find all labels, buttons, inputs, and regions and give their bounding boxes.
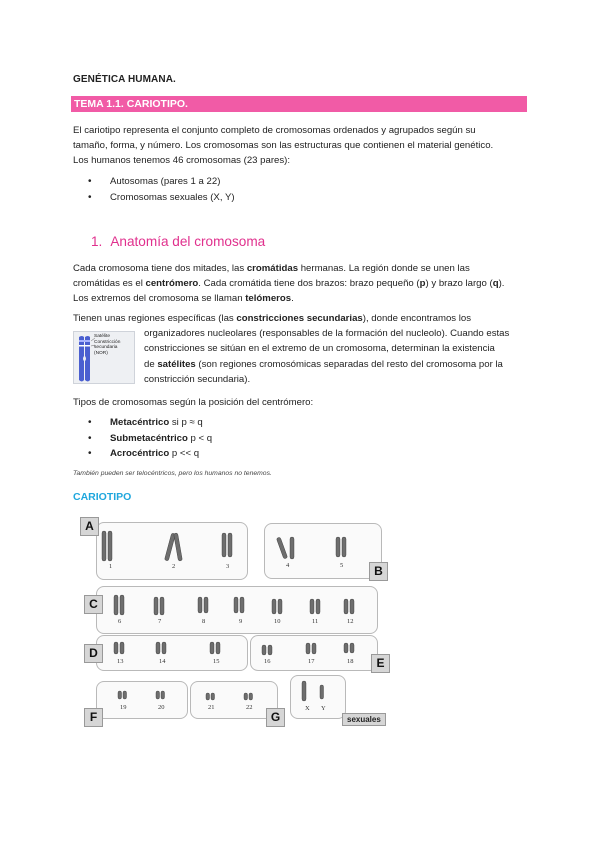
chromosome-number-10: 10 bbox=[274, 618, 281, 625]
text-run: . Cada cromátida tiene dos brazos: brazo pequeño ( bbox=[198, 278, 420, 290]
chromosome-10b bbox=[278, 599, 282, 614]
term-satelites: satélites bbox=[157, 358, 196, 370]
satellite-band bbox=[79, 340, 90, 342]
term-q: q bbox=[492, 278, 499, 290]
chromosome-11b bbox=[316, 599, 320, 614]
text-run: ). bbox=[498, 278, 505, 290]
group-label-c: C bbox=[84, 595, 103, 614]
chromosome-9b bbox=[240, 597, 244, 613]
chromosome-5a bbox=[336, 537, 340, 557]
regions-line-3: constricciones se sitúan en el extremo de un cromosoma, determinan la existencia bbox=[144, 343, 495, 355]
chromosome-12b bbox=[350, 599, 354, 614]
chromosome-1a bbox=[102, 531, 106, 561]
chromosome-16a bbox=[262, 645, 266, 655]
list-item-metacentric bbox=[88, 415, 212, 431]
list-item-acrocentric bbox=[88, 446, 212, 462]
chromosome-number-4: 4 bbox=[286, 562, 290, 569]
text-run: de bbox=[144, 358, 158, 370]
text-run: cromátidas es el bbox=[73, 278, 146, 290]
chromatid-left bbox=[79, 336, 84, 382]
chromosome-2a bbox=[164, 533, 175, 561]
chromosome-3a bbox=[222, 533, 226, 557]
chromosome-15a bbox=[210, 642, 214, 654]
chromosome-number-16: 16 bbox=[264, 658, 271, 665]
chromosome-number-13: 13 bbox=[117, 658, 124, 665]
chromosome-types-list bbox=[88, 174, 235, 205]
list-item-submetacentric bbox=[88, 431, 212, 447]
chromosome-12a bbox=[344, 599, 348, 614]
chromosome-1b bbox=[108, 531, 112, 561]
chromosome-number-18: 18 bbox=[347, 658, 354, 665]
chromosome-21b bbox=[211, 693, 215, 700]
chromosome-16b bbox=[268, 645, 272, 655]
chromosome-2b bbox=[174, 533, 183, 561]
anatomy-heading-text: Anatomía del cromosoma bbox=[110, 234, 266, 249]
chromosome-7b bbox=[160, 597, 164, 615]
term-p: p bbox=[419, 278, 426, 290]
chromosome-5b bbox=[342, 537, 346, 557]
regions-line-1 bbox=[73, 311, 471, 326]
chromosome-8a bbox=[198, 597, 202, 613]
group-label-b: B bbox=[369, 562, 388, 581]
text-run: hermanas. La región donde se unen las bbox=[298, 263, 470, 274]
label-nor: (NOR) bbox=[94, 350, 108, 356]
label-constriccion: Constricción bbox=[94, 339, 121, 345]
chromatid-right bbox=[85, 336, 90, 382]
chromosome-22b bbox=[249, 693, 253, 700]
chromosome-label-y: Y bbox=[321, 705, 326, 712]
chromosome-number-1: 1 bbox=[109, 563, 113, 570]
anatomy-heading bbox=[91, 234, 265, 249]
chromosome-10a bbox=[272, 599, 276, 614]
chromosome-number-11: 11 bbox=[312, 618, 319, 625]
group-label-d: D bbox=[84, 644, 103, 663]
chromosome-number-9: 9 bbox=[239, 618, 243, 625]
group-label-f: F bbox=[84, 708, 103, 727]
karyotype-heading: CARIOTIPO bbox=[73, 491, 132, 503]
chromosome-number-14: 14 bbox=[159, 658, 166, 665]
term-metacentrico: Metacéntrico bbox=[110, 417, 170, 428]
karyotype-figure bbox=[80, 515, 400, 730]
term-submetacentrico: Submetacéntrico bbox=[110, 432, 188, 444]
chromosome-y bbox=[320, 685, 324, 699]
term-constricciones: constricciones secundarias bbox=[236, 313, 363, 324]
document-title: GENÉTICA HUMANA. bbox=[73, 74, 176, 85]
chromosome-14b bbox=[162, 642, 166, 654]
section-title-bar: TEMA 1.1. CARIOTIPO. bbox=[71, 96, 527, 112]
text-run: p < q bbox=[187, 432, 213, 444]
chromosome-number-20: 20 bbox=[158, 704, 165, 711]
list-item-sex-chromosomes: • Cromosomas sexuales (X, Y) bbox=[88, 190, 235, 206]
regions-paragraph-rest bbox=[144, 326, 534, 387]
centromere-types-list bbox=[88, 415, 212, 462]
chromosome-number-6: 6 bbox=[118, 618, 122, 625]
term-telomeros: telómeros bbox=[245, 293, 292, 305]
chromosome-15b bbox=[216, 642, 220, 654]
text-run: (son regiones cromosómicas separadas del resto del cromosoma por la bbox=[195, 358, 503, 370]
chromosome-13b bbox=[120, 642, 124, 654]
anatomy-line-3 bbox=[73, 291, 533, 306]
chromosome-20b bbox=[161, 691, 165, 699]
text-run: ), donde encontramos los bbox=[362, 313, 472, 324]
chromosome-number-12: 12 bbox=[347, 618, 354, 625]
constriction-band bbox=[79, 345, 90, 347]
chromosome-22a bbox=[244, 693, 248, 700]
text-run: Cada cromosoma tiene dos mitades, las bbox=[73, 263, 247, 274]
chromosome-number-7: 7 bbox=[158, 618, 162, 625]
chromosome-4a bbox=[276, 537, 287, 559]
chromosome-number-22: 22 bbox=[246, 704, 253, 711]
chromosome-figure bbox=[73, 331, 135, 384]
anatomy-heading-number: 1. bbox=[91, 234, 103, 249]
chromosome-number-15: 15 bbox=[213, 658, 220, 665]
term-centromero: centrómero bbox=[145, 278, 199, 290]
group-label-g: G bbox=[266, 708, 285, 727]
chromosome-8b bbox=[204, 597, 208, 613]
chromosome-7a bbox=[154, 597, 158, 615]
regions-line-5: constricción secundaria). bbox=[144, 373, 251, 385]
chromosome-number-21: 21 bbox=[208, 704, 215, 711]
chromosome-17a bbox=[306, 643, 310, 654]
figure-labels bbox=[94, 334, 120, 356]
chromosome-9a bbox=[234, 597, 238, 613]
centromere-intro: Tipos de cromosomas según la posición del centrómero: bbox=[73, 397, 314, 408]
text-run: Tienen unas regiones específicas (las bbox=[73, 313, 237, 324]
chromosome-6b bbox=[120, 595, 124, 615]
regions-line-4 bbox=[144, 357, 534, 372]
chromosome-number-5: 5 bbox=[340, 562, 344, 569]
text-run: ) y brazo largo ( bbox=[425, 278, 493, 290]
list-item-autosomes: • Autosomas (pares 1 a 22) bbox=[88, 174, 235, 190]
chromosome-number-19: 19 bbox=[120, 704, 127, 711]
anatomy-paragraph bbox=[73, 261, 533, 307]
anatomy-line-2 bbox=[73, 276, 533, 291]
chromosome-17b bbox=[312, 643, 316, 654]
chromosome-18a bbox=[344, 643, 348, 653]
text-run: Los extremos del cromosoma se llaman bbox=[73, 293, 246, 305]
term-acrocentrico: Acrocéntrico bbox=[110, 448, 170, 459]
sex-chromosomes-label: sexuales bbox=[342, 713, 386, 726]
anatomy-line-1 bbox=[73, 261, 533, 276]
chromosome-6a bbox=[114, 595, 118, 615]
telocentric-note: También pueden ser telocéntricos, pero los humanos no tenemos. bbox=[73, 470, 272, 477]
chromosome-21a bbox=[206, 693, 210, 700]
chromosome-x bbox=[302, 681, 306, 701]
chromosome-11a bbox=[310, 599, 314, 614]
chromosome-18b bbox=[350, 643, 354, 653]
label-secundaria: secundaria bbox=[94, 345, 118, 351]
chromosome-label-x: X bbox=[305, 705, 310, 712]
group-label-a: A bbox=[80, 517, 99, 536]
text-run: p << q bbox=[169, 448, 200, 459]
chromosome-number-2: 2 bbox=[172, 563, 176, 570]
chromosome-4b bbox=[290, 537, 294, 559]
chromosome-19b bbox=[123, 691, 127, 699]
chromosome-14a bbox=[156, 642, 160, 654]
chromosome-number-8: 8 bbox=[202, 618, 206, 625]
intro-line-3: Los humanos tenemos 46 cromosomas (23 pares): bbox=[73, 155, 291, 167]
intro-paragraph bbox=[73, 123, 533, 169]
chromosome-20a bbox=[156, 691, 160, 699]
chromosome-3b bbox=[228, 533, 232, 557]
label-satelite: Satélite bbox=[94, 334, 110, 339]
text-run: si p ≈ q bbox=[169, 417, 203, 428]
regions-line-2: organizadores nucleolares (responsables de la formación del nucleolo). Cuando estas bbox=[144, 328, 510, 339]
chromosome-19a bbox=[118, 691, 122, 699]
chromosome-number-3: 3 bbox=[226, 563, 230, 570]
chromosome-number-17: 17 bbox=[308, 658, 315, 665]
intro-line-1: El cariotipo representa el conjunto completo de cromosomas ordenados y agrupados según su bbox=[73, 125, 476, 136]
group-label-e: E bbox=[371, 654, 390, 673]
chromosome-13a bbox=[114, 642, 118, 654]
intro-line-2: tamaño, forma, y número. Los cromosomas son las estructuras que contienen el material genético. bbox=[73, 140, 494, 152]
term-cromatidas: cromátidas bbox=[246, 263, 299, 274]
text-run: . bbox=[291, 293, 294, 305]
